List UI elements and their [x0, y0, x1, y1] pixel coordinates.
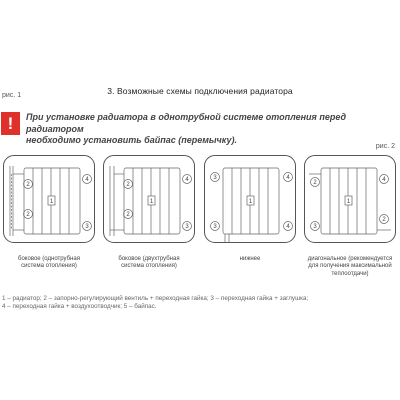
caption-side-single-pipe	[1, 256, 97, 271]
label-plug-left-bottom: 3	[213, 224, 217, 230]
label-radiator: 1	[149, 199, 154, 205]
caption-diagonal	[302, 256, 398, 278]
caption-side-double-pipe	[101, 256, 197, 271]
label-valve-bottom: 2	[126, 212, 130, 218]
label-air-vent: 4	[185, 177, 189, 183]
radiator-diagram-svg	[305, 156, 397, 244]
label-valve-top: 2	[126, 182, 130, 188]
label-air-vent: 4	[382, 177, 386, 183]
radiator-diagram-svg	[4, 156, 96, 244]
warning-text	[26, 112, 396, 147]
warning-line-2: необходимо установить байпас (перемычку).	[26, 135, 237, 145]
diagram-diagonal	[304, 155, 396, 243]
caption-line: нижнее	[239, 256, 261, 262]
label-radiator: 1	[346, 199, 351, 205]
figure-2-label: рис. 2	[375, 143, 395, 150]
section-title: 3. Возможные схемы подключения радиатора	[107, 86, 293, 96]
legend-line-1: 1 – радиатор; 2 – запорно-регулирующий вентиль + переходная гайка; 3 – переходная гайка + заглушка;	[2, 295, 309, 302]
label-air-vent-top: 4	[286, 175, 290, 181]
caption-line: боковое (двухтрубная	[118, 256, 180, 262]
legend-line-2: 4 – переходная гайка + воздухоотводчик; 5 – байпас.	[2, 303, 157, 310]
caption-line: для получения максимальной	[308, 263, 392, 270]
label-radiator: 1	[248, 199, 253, 205]
label-valve-bottom: 2	[382, 217, 386, 223]
label-plug: 3	[85, 224, 89, 230]
caption-line: система отопления)	[21, 263, 77, 270]
caption-line: система отопления)	[121, 263, 177, 270]
diagram-side-double-pipe	[103, 155, 195, 243]
radiator-diagram-svg	[104, 156, 196, 244]
label-plug-left: 3	[213, 175, 217, 181]
caption-line: боковое (однотрубная	[18, 256, 80, 262]
figure-1-label: рис. 1	[2, 92, 22, 99]
warning-icon: !	[1, 112, 20, 135]
caption-line: теплоотдачи)	[331, 270, 369, 277]
label-valve-bottom: 2	[26, 212, 30, 218]
label-radiator: 1	[49, 199, 54, 205]
radiator-diagram-svg	[205, 156, 297, 244]
diagram-side-single-pipe	[3, 155, 95, 243]
legend	[2, 295, 398, 311]
label-air-vent-bottom: 4	[286, 224, 290, 230]
label-valve-top: 2	[313, 180, 317, 186]
label-valve-top: 2	[26, 182, 30, 188]
label-plug: 3	[185, 224, 189, 230]
caption-bottom	[202, 256, 298, 263]
caption-line: диагональное (рекомендуется	[307, 256, 393, 262]
label-air-vent: 4	[85, 177, 89, 183]
label-plug: 3	[313, 224, 317, 230]
diagram-bottom	[204, 155, 296, 243]
warning-line-1: При установке радиатора в однотрубной системе отопления перед радиатором	[26, 112, 347, 134]
